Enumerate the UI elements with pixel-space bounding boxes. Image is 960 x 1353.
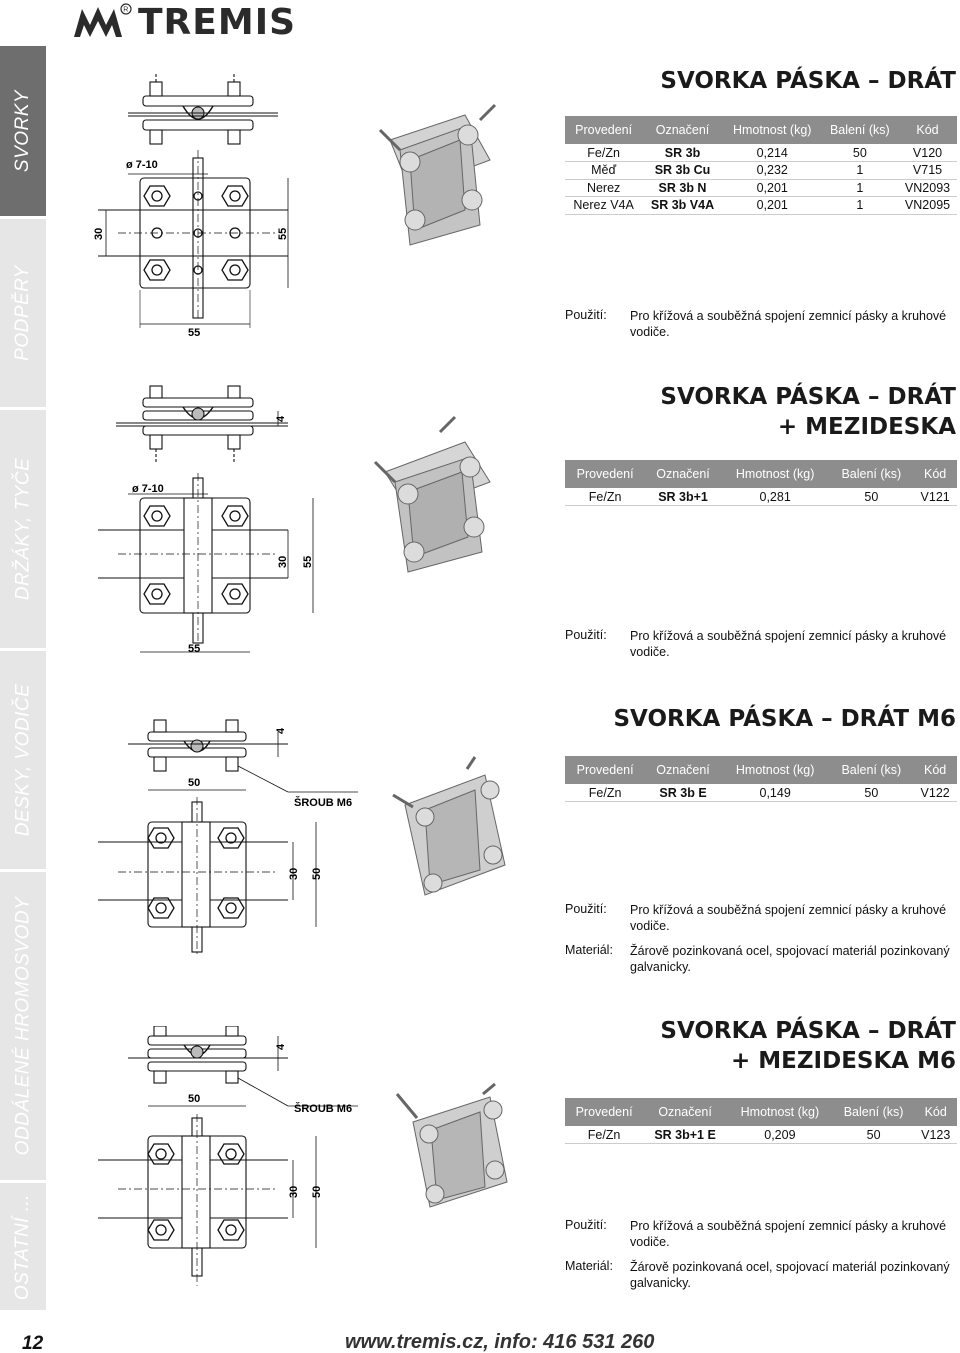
column-header: Provedení [565,756,645,784]
table-cell: 1 [822,179,898,197]
table-cell: 50 [833,1126,915,1144]
dim-h2: 50 [311,867,323,880]
product-photo-2 [370,412,500,582]
product-photo-3 [385,755,515,900]
footer-contact: www.tremis.cz, info: 416 531 260 [345,1331,655,1353]
use-text-2: Pro křížová a souběžná spojení zemnicí pásky a kruhové vodiče. [630,629,947,659]
column-header: Balení (ks) [829,460,913,488]
table-cell: Fe/Zn [565,784,645,802]
table-cell: 0,281 [721,488,830,506]
column-header: Označení [643,1098,727,1126]
dim-w: 55 [188,327,201,339]
side-tab-podpery[interactable] [0,219,46,407]
diameter-label: ø 7-10 [132,483,164,495]
dim-h1: 30 [288,867,300,880]
table-header-row [565,756,957,784]
table-cell: 0,209 [727,1126,833,1144]
column-header: Provedení [565,116,642,144]
brand-logo [70,2,296,42]
table-cell: Fe/Zn [565,144,642,162]
table-cell: 1 [822,162,898,180]
dim-w: 50 [188,777,201,789]
dim-t: 4 [275,415,287,422]
section-1-title: SVORKA PÁSKA – DRÁT [660,68,956,94]
material-label: Materiál: [565,1259,613,1273]
column-header: Provedení [565,460,645,488]
table-cell: 0,232 [723,162,822,180]
technical-drawing-3 [88,712,368,962]
use-label: Použití: [565,902,607,916]
table-cell: V715 [898,162,957,180]
table-header-row [565,460,957,488]
table-cell: Fe/Zn [565,488,645,506]
table-cell: V120 [898,144,957,162]
column-header: Balení (ks) [822,116,898,144]
table-cell: Nerez [565,179,642,197]
table-cell: SR 3b+1 E [643,1126,727,1144]
table-cell: VN2095 [898,197,957,215]
side-tab-label: PODPĚRY [12,265,33,361]
use-label: Použití: [565,628,607,642]
column-header: Provedení [565,1098,643,1126]
screw-label: ŠROUB M6 [294,1103,353,1115]
side-tab-drzaky[interactable] [0,410,46,648]
side-tab-svorky[interactable] [0,46,46,216]
material-text-3: Žárově pozinkovaná ocel, spojovací materiál pozinkovaný galvanicky. [630,944,950,974]
registered-mark: R [123,6,129,14]
table-row [565,488,957,506]
tremis-logo-icon [70,3,132,41]
technical-drawing-2 [88,378,328,658]
table-cell: 0,201 [723,197,822,215]
column-header: Kód [913,460,957,488]
table-row [565,162,957,180]
table-cell: Měď [565,162,642,180]
use-text-3: Pro křížová a souběžná spojení zemnicí pásky a kruhové vodiče. [630,903,947,933]
column-header: Kód [898,116,957,144]
column-header: Hmotnost (kg) [721,756,830,784]
side-tab-label: SVORKY [12,89,34,173]
column-header: Označení [645,460,721,488]
table-cell: Nerez V4A [565,197,642,215]
table-row [565,144,957,162]
dim-w: 50 [188,1093,201,1105]
column-header: Označení [642,116,723,144]
use-label: Použití: [565,308,607,322]
table-header-row [565,116,957,144]
dim-h2: 50 [311,1185,323,1198]
column-header: Kód [914,1098,957,1126]
side-navigation [0,46,46,1310]
table-cell: SR 3b [642,144,723,162]
column-header: Kód [913,756,957,784]
table-cell: 0,149 [721,784,830,802]
table-cell: SR 3b+1 [645,488,721,506]
use-text-1: Pro křížová a souběžná spojení zemnicí pásky a kruhové vodiče. [630,309,947,339]
diameter-label: ø 7-10 [126,159,158,171]
table-cell: 50 [829,488,913,506]
table-cell: VN2093 [898,179,957,197]
side-tab-label: OSTATNÍ ... [12,1193,34,1300]
table-cell: SR 3b E [645,784,721,802]
table-cell: SR 3b V4A [642,197,723,215]
table-cell: 50 [829,784,913,802]
side-tab-ostatni[interactable] [0,1183,46,1310]
table-cell: SR 3b Cu [642,162,723,180]
column-header: Balení (ks) [833,1098,915,1126]
side-tab-label: ODDÁLENÉ HROMOSVODY [12,896,33,1156]
table-cell: 1 [822,197,898,215]
technical-drawing-1 [88,70,318,340]
screw-label: ŠROUB M6 [294,797,353,809]
table-cell: V123 [914,1126,957,1144]
product-photo-1 [370,100,500,260]
material-label: Materiál: [565,943,613,957]
column-header: Hmotnost (kg) [723,116,822,144]
section-2-title: SVORKA PÁSKA – DRÁT + MEZIDESKA [660,384,956,440]
use-label: Použití: [565,1218,607,1232]
column-header: Balení (ks) [829,756,913,784]
page-number: 12 [22,1333,44,1353]
table-cell: 0,214 [723,144,822,162]
column-header: Hmotnost (kg) [721,460,830,488]
table-header-row [565,1098,957,1126]
table-row [565,1126,957,1144]
dim-h1: 30 [93,227,105,240]
side-tab-label: DRŽÁKY, TYČE [12,457,33,601]
spec-table-3 [565,756,957,802]
section-3-title: SVORKA PÁSKA – DRÁT M6 [613,706,956,732]
table-cell: SR 3b N [642,179,723,197]
spec-table-4 [565,1098,957,1144]
table-cell: V121 [913,488,957,506]
table-cell: Fe/Zn [565,1126,643,1144]
brand-name: TREMIS [138,1,297,43]
technical-drawing-4 [88,1026,368,1296]
dim-h1: 30 [277,555,289,568]
dim-t: 4 [275,1043,287,1050]
dim-h2: 55 [277,227,289,240]
side-tab-oddalene[interactable] [0,872,46,1180]
spec-table-2 [565,460,957,506]
column-header: Označení [645,756,721,784]
spec-table-1 [565,116,957,215]
table-cell: V122 [913,784,957,802]
dim-t: 4 [275,727,287,734]
dim-h2: 55 [302,555,314,568]
table-row [565,179,957,197]
column-header: Hmotnost (kg) [727,1098,833,1126]
table-row [565,784,957,802]
product-photo-4 [395,1082,515,1212]
material-text-4: Žárově pozinkovaná ocel, spojovací materiál pozinkovaný galvanicky. [630,1260,950,1290]
table-cell: 50 [822,144,898,162]
use-text-4: Pro křížová a souběžná spojení zemnicí pásky a kruhové vodiče. [630,1219,947,1249]
table-cell: 0,201 [723,179,822,197]
side-tab-label: DESKY, VODIČE [12,683,34,837]
dim-h1: 30 [288,1185,300,1198]
dim-w: 55 [188,643,201,655]
side-tab-desky[interactable] [0,651,46,869]
table-row [565,197,957,215]
section-4-title: SVORKA PÁSKA – DRÁT + MEZIDESKA M6 [660,1018,956,1074]
